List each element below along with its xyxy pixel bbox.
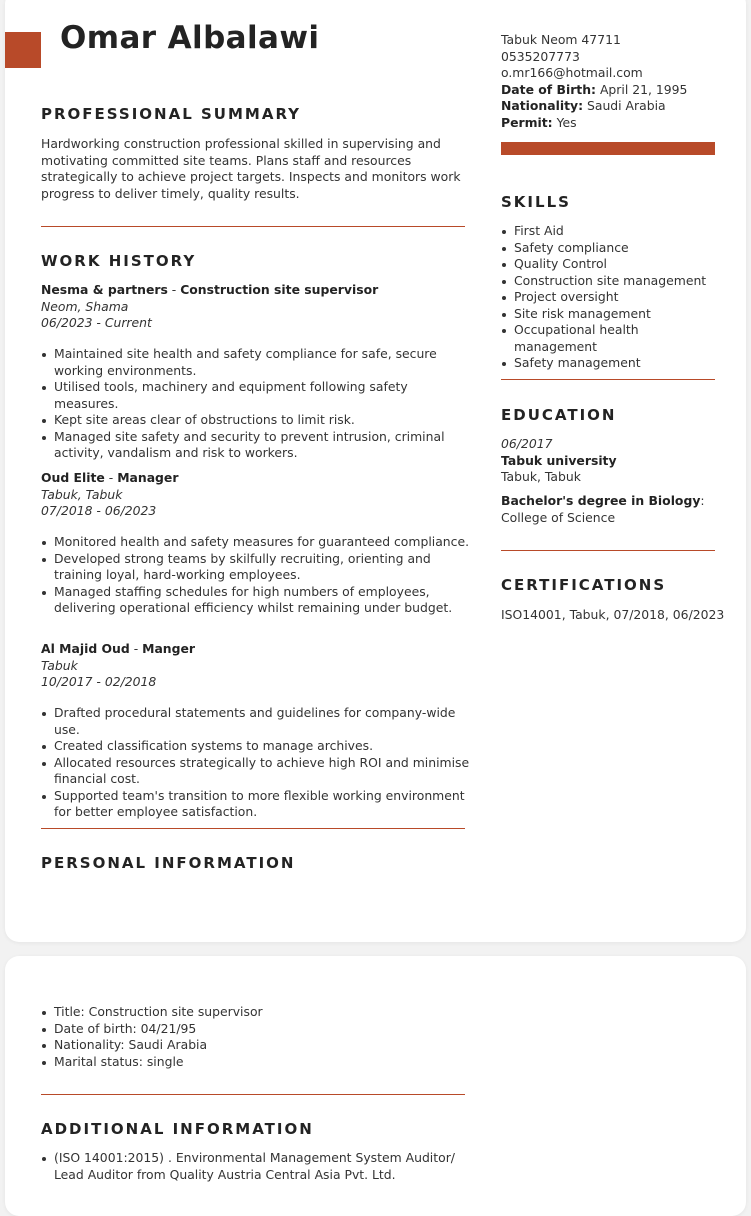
job-location: Tabuk, Tabuk [41, 487, 123, 502]
job-location: Tabuk [41, 658, 78, 673]
list-item: Safety compliance [501, 240, 721, 257]
education-field: College of Science [501, 510, 616, 525]
divider [41, 1094, 465, 1095]
education-date: 06/2017 [501, 436, 553, 451]
list-item: Nationality: Saudi Arabia [41, 1037, 471, 1054]
summary-heading: PROFESSIONAL SUMMARY [41, 105, 302, 123]
education-location: Tabuk, Tabuk [501, 469, 581, 484]
work-history-heading: WORK HISTORY [41, 252, 197, 270]
job-bullets [41, 705, 471, 821]
divider [41, 226, 465, 227]
list-item: Safety management [501, 355, 721, 372]
job-role: Manager [117, 470, 179, 485]
job-dates: 07/2018 - 06/2023 [41, 503, 157, 518]
accent-square [5, 32, 41, 68]
job-role: Manger [142, 641, 196, 656]
candidate-name: Omar Albalawi [60, 20, 320, 56]
list-item: Drafted procedural statements and guidelines for company-wide use. [41, 705, 471, 738]
list-item: (ISO 14001:2015) . Environmental Management System Auditor/ Lead Auditor from Quality Austria Central Asia Pvt. Ltd. [41, 1150, 471, 1183]
list-item: Allocated resources strategically to achieve high ROI and minimise financial cost. [41, 755, 471, 788]
list-item: Occupational health management [501, 322, 721, 355]
list-item: Date of birth: 04/21/95 [41, 1021, 471, 1038]
list-item: Kept site areas clear of obstructions to limit risk. [41, 412, 471, 429]
summary-text: Hardworking construction professional skilled in supervising and motivating committed site teams. Plans staff and resources strategically to achieve project targets. Inspects and monitors work progress to deliver timely, quality results. [41, 136, 461, 201]
additional-info-list [41, 1150, 471, 1183]
certifications-heading: CERTIFICATIONS [501, 576, 667, 594]
contact-email: o.mr166@hotmail.com [501, 65, 643, 80]
contact-address: Tabuk Neom 47711 [501, 32, 621, 47]
education-degree: Bachelor's degree in Biology: [501, 493, 705, 508]
job-company: Al Majid Oud [41, 641, 130, 656]
list-item: Created classification systems to manage archives. [41, 738, 471, 755]
additional-info-heading: ADDITIONAL INFORMATION [41, 1120, 314, 1138]
resume-page-1 [5, 0, 746, 942]
job-role: Construction site supervisor [180, 282, 379, 297]
job-dates: 10/2017 - 02/2018 [41, 674, 157, 689]
resume-page-2 [5, 956, 746, 1216]
list-item: Managed staffing schedules for high numbers of employees, delivering operational efficiency whilst remaining under budget. [41, 584, 471, 617]
contact-nationality: Nationality: Saudi Arabia [501, 98, 666, 113]
divider [501, 379, 715, 380]
list-item: Monitored health and safety measures for guaranteed compliance. [41, 534, 471, 551]
divider [41, 828, 465, 829]
list-item: Utilised tools, machinery and equipment following safety measures. [41, 379, 471, 412]
list-item: First Aid [501, 223, 721, 240]
job-bullets [41, 346, 471, 462]
list-item: Marital status: single [41, 1054, 471, 1071]
education-school: Tabuk university [501, 453, 617, 468]
divider [501, 550, 715, 551]
job-header: Nesma & partners - Construction site supervisor [41, 282, 379, 297]
list-item: Site risk management [501, 306, 721, 323]
list-item: Project oversight [501, 289, 721, 306]
personal-info-list [41, 1004, 471, 1070]
skills-heading: SKILLS [501, 193, 571, 211]
list-item: Construction site management [501, 273, 721, 290]
list-item: Managed site safety and security to prevent intrusion, criminal activity, vandalism and risk to workers. [41, 429, 471, 462]
accent-bar [501, 142, 715, 155]
job-company: Oud Elite [41, 470, 105, 485]
job-location: Neom, Shama [41, 299, 129, 314]
list-item: Quality Control [501, 256, 721, 273]
education-heading: EDUCATION [501, 406, 617, 424]
contact-dob: Date of Birth: April 21, 1995 [501, 82, 688, 97]
job-bullets [41, 534, 471, 617]
job-dates: 06/2023 - Current [41, 315, 152, 330]
list-item: Maintained site health and safety compliance for safe, secure working environments. [41, 346, 471, 379]
job-header: Oud Elite - Manager [41, 470, 179, 485]
job-header: Al Majid Oud - Manger [41, 641, 196, 656]
list-item: Supported team's transition to more flexible working environment for better employee satisfaction. [41, 788, 471, 821]
contact-phone: 0535207773 [501, 49, 580, 64]
job-company: Nesma & partners [41, 282, 168, 297]
contact-permit: Permit: Yes [501, 115, 577, 130]
skills-list [501, 223, 721, 372]
list-item: Developed strong teams by skilfully recruiting, orienting and training loyal, hard-working employees. [41, 551, 471, 584]
personal-info-heading: PERSONAL INFORMATION [41, 854, 296, 872]
certifications-text: ISO14001, Tabuk, 07/2018, 06/2023 [501, 607, 725, 622]
list-item: Title: Construction site supervisor [41, 1004, 471, 1021]
